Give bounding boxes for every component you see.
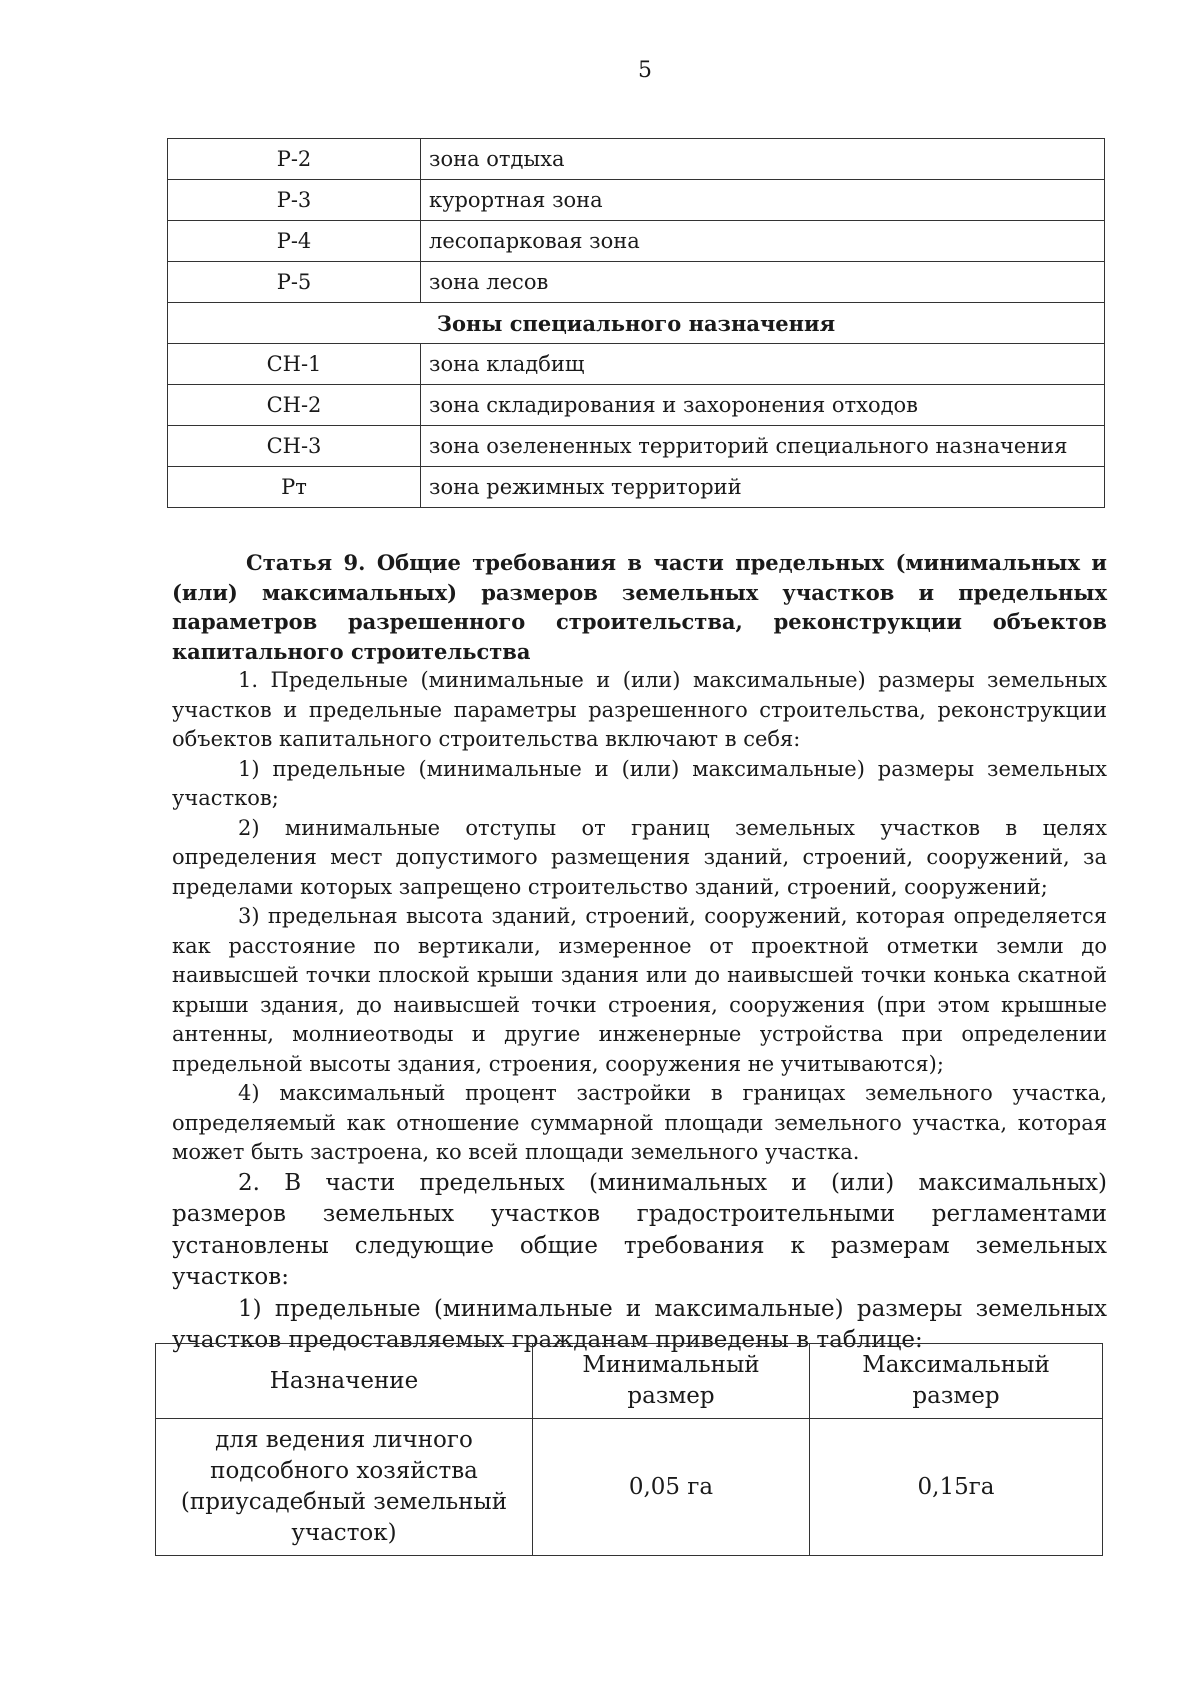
list-item-4: 4) максимальный процент застройки в границах земельного участка, определяемый как отношение суммарной площади земельного участка, которая может быть застроена, ко всей площади земельного участка. — [172, 1081, 1107, 1164]
zone-code: СН-1 — [168, 344, 421, 385]
page-number: 5 — [638, 58, 652, 83]
table-row — [156, 1419, 1103, 1556]
article-heading: Статья 9. Общие требования в части предельных (минимальных и (или) максимальных) размеров земельных участков и предельных параметров разрешенного строительства, реконструкции объектов капитального строительства — [172, 550, 1107, 664]
max-size-cell: 0,15га — [810, 1419, 1103, 1556]
zone-description: лесопарковая зона — [421, 221, 1105, 262]
table-row — [168, 426, 1105, 467]
zone-code: Р-3 — [168, 180, 421, 221]
zone-code: Р-4 — [168, 221, 421, 262]
land-sizes-table — [155, 1343, 1103, 1556]
zone-code: СН-3 — [168, 426, 421, 467]
zone-description: зона лесов — [421, 262, 1105, 303]
list-item-1: 1) предельные (минимальные и (или) максимальные) размеры земельных участков; — [172, 756, 1107, 810]
table-row — [168, 344, 1105, 385]
table-row — [168, 139, 1105, 180]
zone-code: Р-2 — [168, 139, 421, 180]
table-row — [168, 221, 1105, 262]
zones-table — [167, 138, 1105, 508]
zone-description: зона отдыха — [421, 139, 1105, 180]
section-title: Зоны специального назначения — [168, 303, 1105, 344]
zone-description: курортная зона — [421, 180, 1105, 221]
article-9 — [172, 548, 1107, 1357]
table-row — [168, 180, 1105, 221]
table-header-row — [156, 1344, 1103, 1419]
paragraph-1: 1. Предельные (минимальные и (или) максимальные) размеры земельных участков и предельные параметры разрешенного строительства, реконструкции объектов капитального строительства включают в себя: — [172, 668, 1107, 751]
paragraph-2: 2. В части предельных (минимальных и (или) максимальных) размеров земельных участков градостроительными регламентами установлены следующие общие требования к размерам земельных участков: — [172, 1169, 1107, 1290]
column-header: Максимальный размер — [810, 1344, 1103, 1419]
purpose-cell: для ведения личного подсобного хозяйства (приусадебный земельный участок) — [156, 1419, 533, 1556]
min-size-cell: 0,05 га — [533, 1419, 810, 1556]
zone-code: СН-2 — [168, 385, 421, 426]
zone-code: Р-5 — [168, 262, 421, 303]
list-item-2: 2) минимальные отступы от границ земельных участков в целях определения мест допустимого размещения зданий, строений, сооружений, за пределами которых запрещено строительство зданий, строений, сооружений; — [172, 815, 1107, 899]
table-row — [168, 385, 1105, 426]
section-row — [168, 303, 1105, 344]
zone-description: зона кладбищ — [421, 344, 1105, 385]
paragraph-2-item-1: 1) предельные (минимальные и максимальные) размеры земельных участков предоставляемых гражданам приведены в таблице: — [172, 1295, 1107, 1353]
column-header: Назначение — [156, 1344, 533, 1419]
column-header: Минимальный размер — [533, 1344, 810, 1419]
table-row — [168, 467, 1105, 508]
list-item-3: 3) предельная высота зданий, строений, сооружений, которая определяется как расстояние по вертикали, измеренное от проектной отметки земли до наивысшей точки плоской крыши здания или до наивысшей точки конька скатной крыши здания, до наивысшей точки строения, сооружения (при этом крышные антенны, молниеотводы и другие инженерные устройства при определении предельной высоты здания, строения, сооружения не учитываются); — [172, 904, 1107, 1076]
zone-description: зона складирования и захоронения отходов — [421, 385, 1105, 426]
table-row — [168, 262, 1105, 303]
zone-description: зона озелененных территорий специального назначения — [421, 426, 1105, 467]
zone-description: зона режимных территорий — [421, 467, 1105, 508]
zone-code: Рт — [168, 467, 421, 508]
